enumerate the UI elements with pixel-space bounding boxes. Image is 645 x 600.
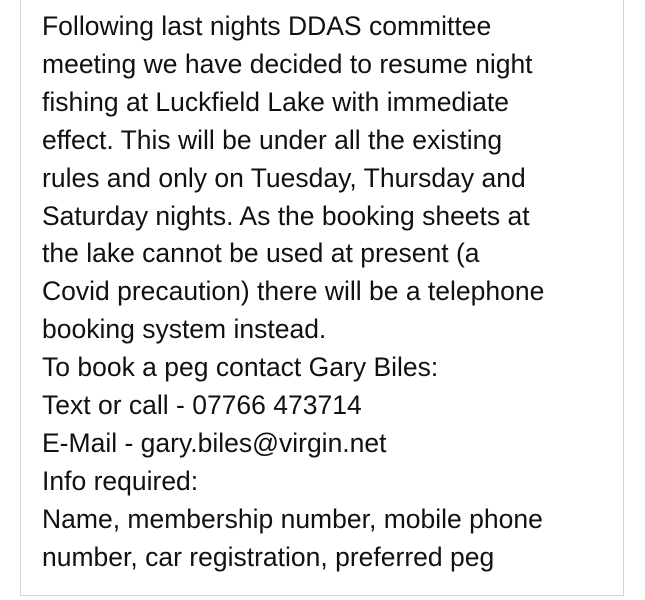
booking-contact-line: To book a peg contact Gary Biles: (42, 352, 439, 383)
post-line: effect. This will be under all the existing (42, 124, 503, 155)
post-line: rules and only on Tuesday, Thursday and (42, 162, 526, 193)
post-line: meeting we have decided to resume night (42, 48, 533, 79)
info-required-heading: Info required: (42, 465, 199, 496)
phone-number-line[interactable]: Text or call - 07766 473714 (42, 390, 362, 421)
email-line[interactable]: E-Mail - gary.biles@virgin.net (42, 427, 387, 458)
post-line: Following last nights DDAS committee (42, 11, 492, 41)
post-body (42, 8, 622, 577)
post-line: Saturday nights. As the booking sheets at (42, 200, 530, 231)
info-required-details: number, car registration, preferred peg (42, 541, 495, 572)
post-line: fishing at Luckfield Lake with immediate (42, 86, 509, 117)
post-line: Covid precaution) there will be a telephone (42, 276, 545, 307)
post-line: the lake cannot be used at present (a (42, 238, 480, 269)
post-card (20, 0, 624, 596)
post-line: booking system instead. (42, 314, 327, 345)
info-required-details: Name, membership number, mobile phone (42, 503, 543, 534)
